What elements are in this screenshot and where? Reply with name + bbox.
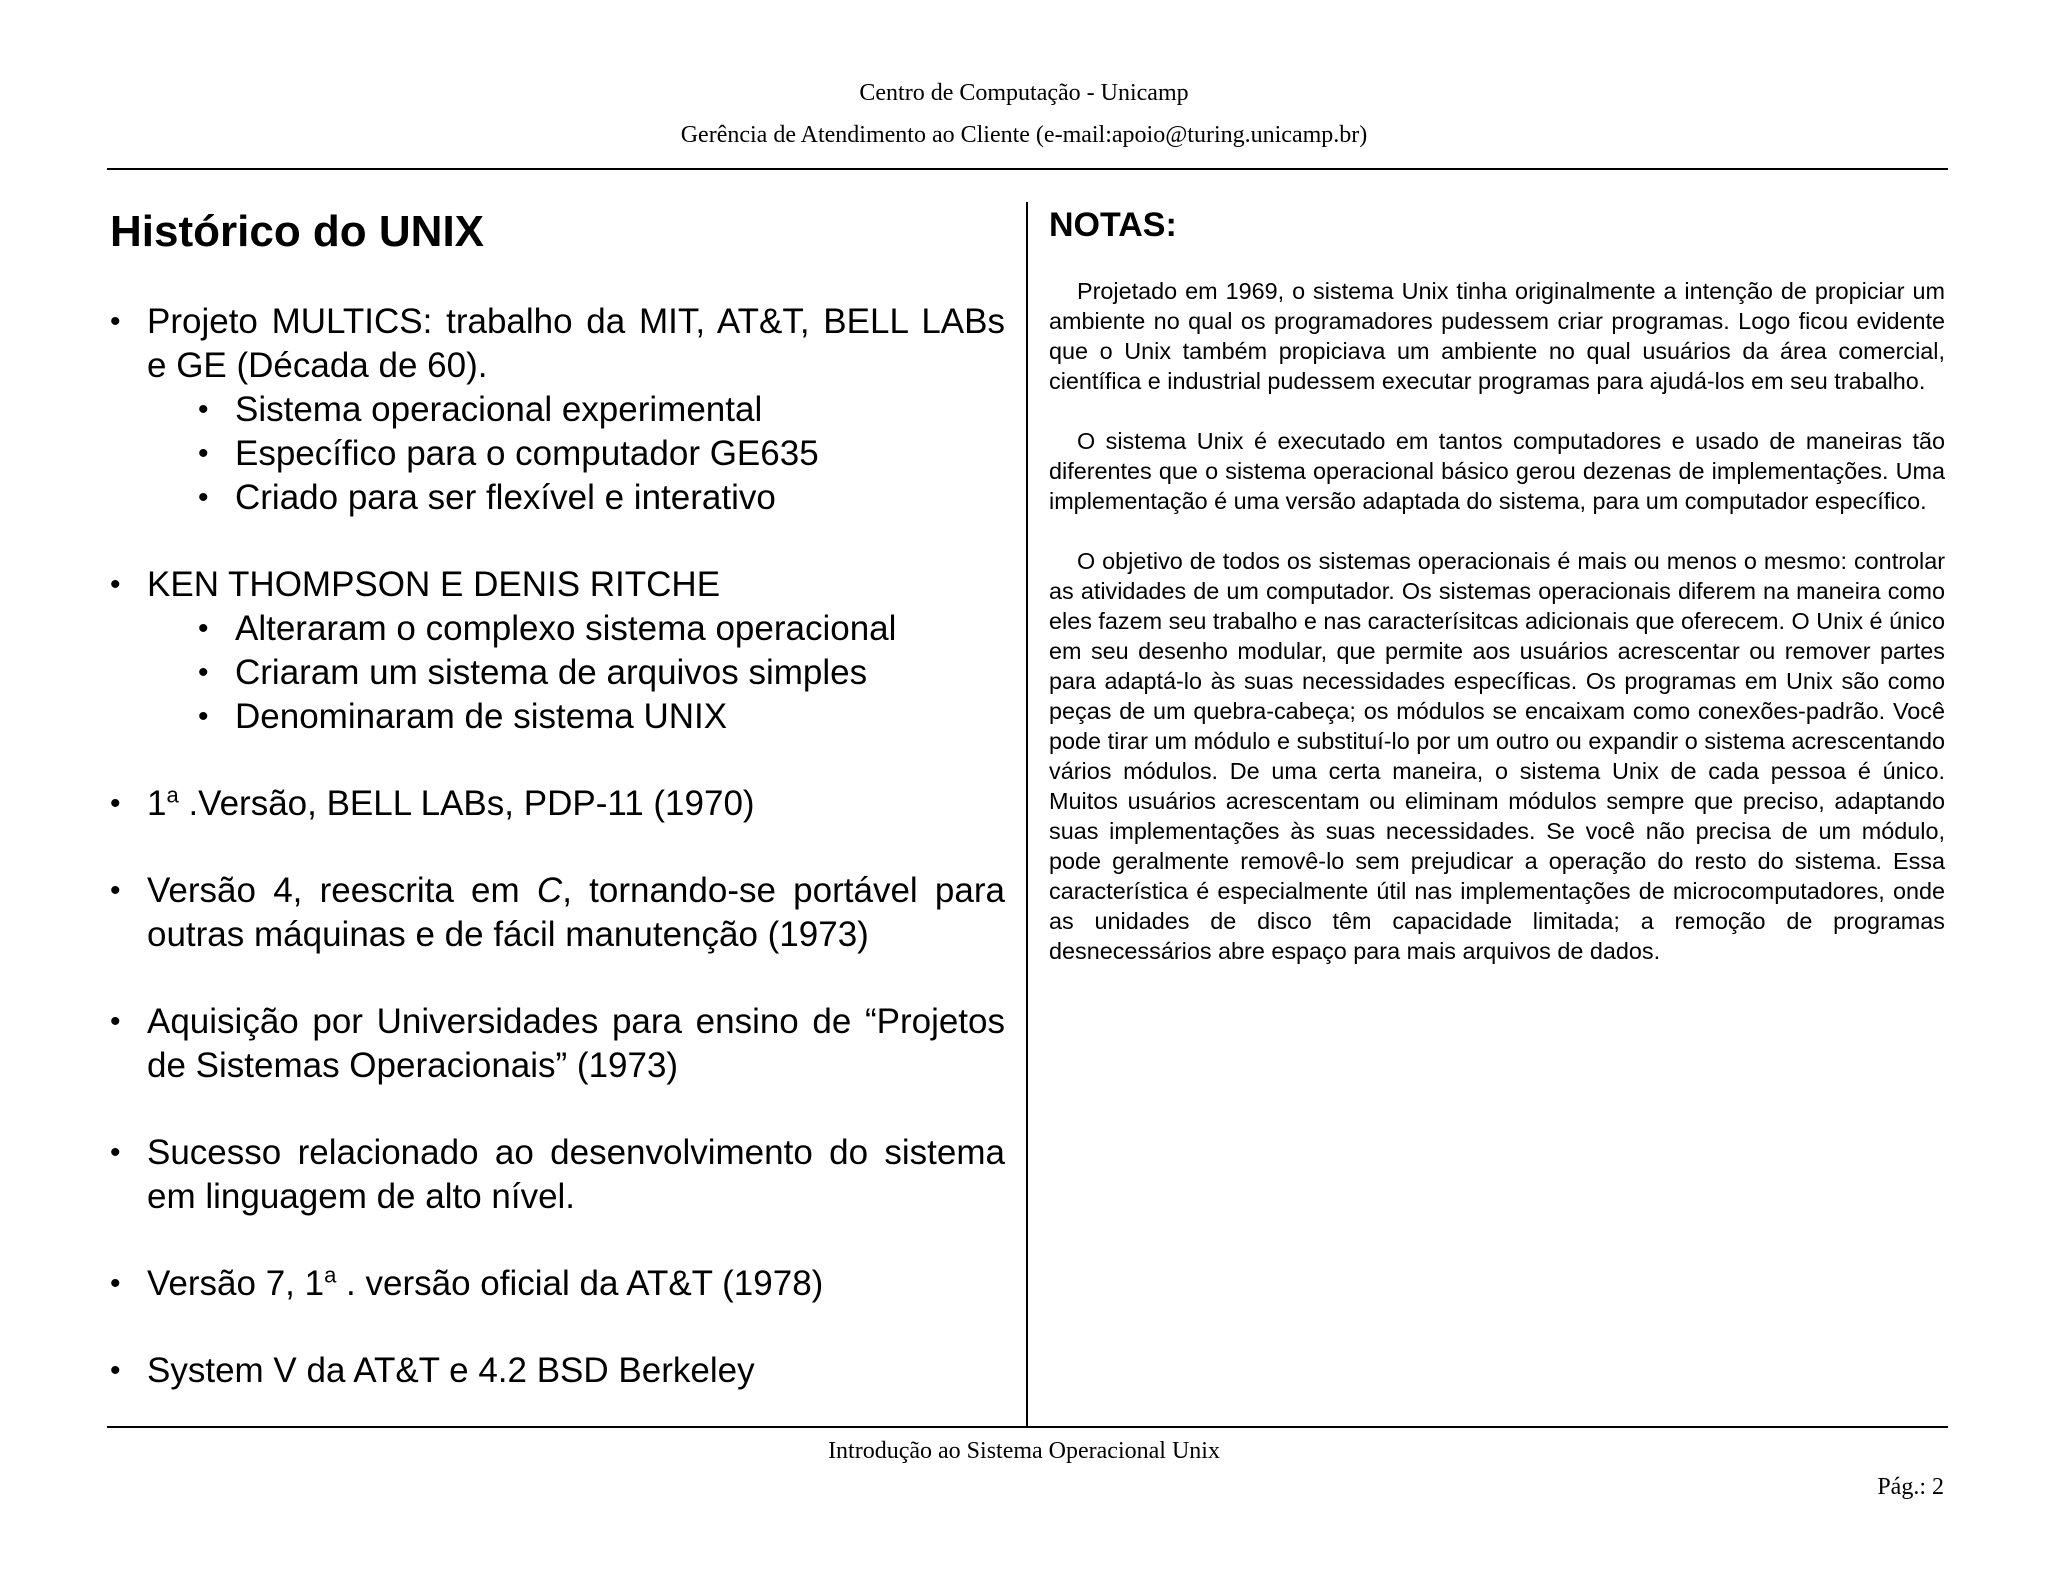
sub-bullet-item: • Criaram um sistema de arquivos simples [147, 651, 1005, 695]
bullet-text: • KEN THOMPSON E DENIS RITCHE [147, 565, 721, 604]
notes-paragraph: O objetivo de todos os sistemas operacionais é mais ou menos o mesmo: controlar as atividades de um computador. Os sistemas operacionais diferem na maneira como eles fazem seu trabalho e nas caracterísitcas adicionais que oferecem. O Unix é único em seu desenho modular, que permite aos usuários acrescentar ou remover partes para adaptá-lo às suas necessidades específicas. Os programas em Unix são como peças de um quebra-cabeça; os módulos se encaixam como conexões-padrão. Você pode tirar um módulo e substituí-lo por um outro ou expandir o sistema acrescentando vários módulos. De uma certa maneira, o sistema Unix de cada pessoa é único. Muitos usuários acrescentam ou eliminam módulos sempre que preciso, adaptando suas implementações às suas necessidades. Se você não precisa de um módulo, pode geralmente removê-lo sem prejudicar a operação do resto do sistema. Essa característica é especialmente útil nas implementações de microcomputadores, onde as unidades de disco têm capacidade limitada; a remoção de programas desnecessários abre espaço para mais arquivos de dados. [1049, 548, 1945, 964]
language-name: C [536, 871, 563, 910]
bullet-text: System V da AT&T e 4.2 BSD Berkeley [147, 1351, 755, 1390]
superscript: a [166, 782, 179, 808]
superscript: a [324, 1262, 337, 1288]
bullet-text-part: Versão 4, reescrita em [147, 871, 537, 910]
bullet-text-part: , tornando-se portável para outras máquinas e de fácil manutenção (1973) [147, 871, 1005, 954]
sub-bullet-list [147, 388, 1005, 520]
notes-heading: NOTAS: [1049, 206, 1177, 244]
notes-column [1049, 198, 1945, 996]
bullet-text: • Projeto MULTICS: trabalho da MIT, AT&T, BELL LABs e GE (Década de 60). [147, 302, 1005, 385]
slide-title: Histórico do UNIX [110, 207, 485, 256]
column-divider [1026, 202, 1028, 1428]
footer-title: Introdução ao Sistema Operacional Unix [828, 1438, 1220, 1464]
bullet-item [110, 1131, 1005, 1219]
header-line-2: Gerência de Atendimento ao Cliente (e-mail:apoio@turing.unicamp.br) [680, 122, 1368, 148]
header-line-1: Centro de Computação - Unicamp [859, 80, 1189, 106]
bullet-item [110, 1000, 1005, 1088]
sub-bullet-item: • Alteraram o complexo sistema operacional [147, 607, 1005, 651]
bullet-item [110, 1349, 1005, 1393]
notes-paragraph: O sistema Unix é executado em tantos computadores e usado de maneiras tão diferentes que o sistema operacional básico gerou dezenas de implementações. Uma implementação é uma versão adaptada do sistema, para um computador específico. [1049, 428, 1945, 514]
slide-column [110, 200, 1005, 1436]
bullet-item [110, 563, 1005, 739]
bullet-text-part: . versão oficial da AT&T (1978) [336, 1264, 824, 1303]
bullet-item [110, 1262, 1005, 1306]
sub-bullet-list [147, 607, 1005, 739]
bullet-text-part: 1 [147, 784, 167, 823]
sub-bullet-item: • Criado para ser flexível e interativo [147, 476, 1005, 520]
bullet-item [110, 782, 1005, 826]
notes-paragraph: Projetado em 1969, o sistema Unix tinha originalmente a intenção de propiciar um ambiente no qual os programadores pudessem criar programas. Logo ficou evidente que o Unix também propiciava um ambiente no qual usuários da área comercial, científica e industrial pudessem executar programas para ajudá-los em seu trabalho. [1049, 278, 1945, 394]
bullet-text-part: .Versão, BELL LABs, PDP-11 (1970) [178, 784, 755, 823]
top-rule [107, 168, 1948, 170]
bullet-text-part: Versão 7, 1 [147, 1264, 325, 1303]
sub-bullet-item: • Sistema operacional experimental [147, 388, 1005, 432]
bullet-text: Aquisição por Universidades para ensino de “Projetos de Sistemas Operacionais” (1973) [147, 1002, 1005, 1085]
bullet-list [110, 300, 1005, 1393]
notes-body [1049, 276, 1945, 966]
page-number: Pág.: 2 [1877, 1474, 1944, 1500]
bullet-item [110, 869, 1005, 957]
bullet-item [110, 300, 1005, 520]
bullet-text: Sucesso relacionado ao desenvolvimento do sistema em linguagem de alto nível. [147, 1133, 1005, 1216]
page-header [0, 72, 2048, 156]
sub-bullet-item: • Denominaram de sistema UNIX [147, 695, 1005, 739]
bottom-rule [107, 1426, 1948, 1428]
sub-bullet-item: • Específico para o computador GE635 [147, 432, 1005, 476]
